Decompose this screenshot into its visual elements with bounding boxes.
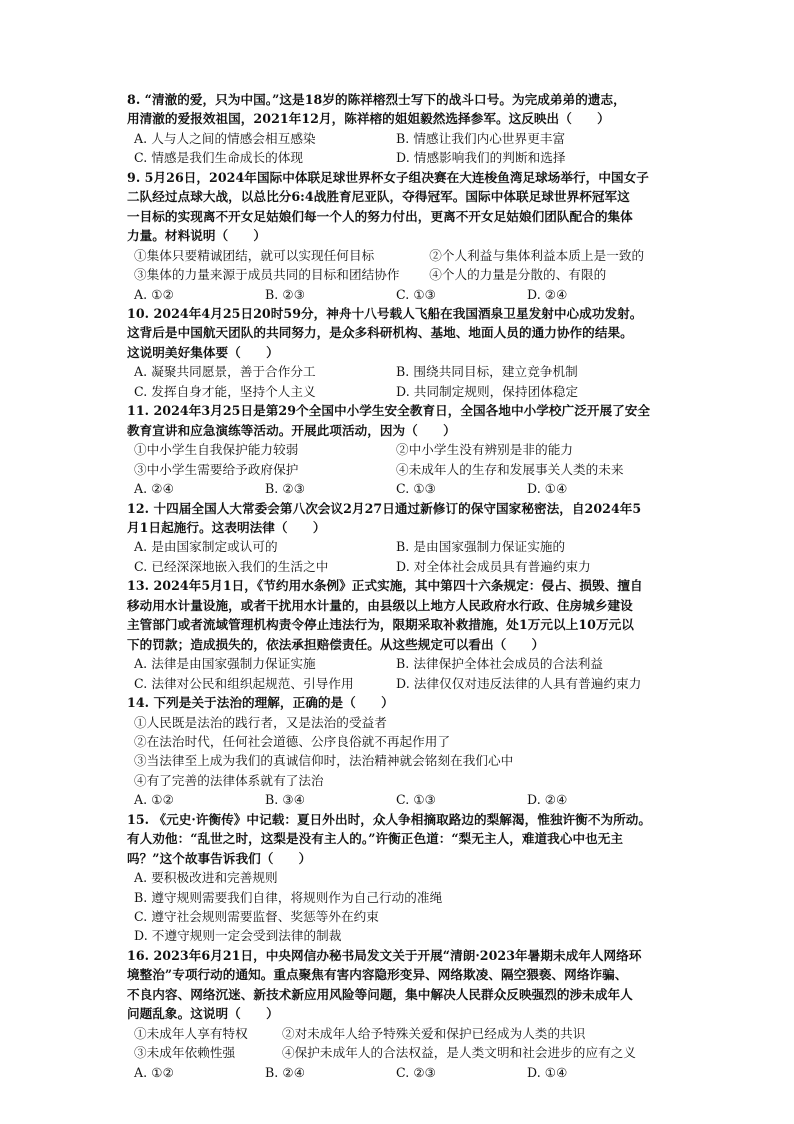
- statement-1: ①未成年人享有特权: [134, 1025, 248, 1041]
- question-stem-line: 不良内容、网络沉迷、新技术新应用风险等问题，集中解决人民群众反映强烈的涉未成年人: [127, 986, 633, 1002]
- option-a[interactable]: A. ①②: [134, 286, 174, 302]
- question-15: [127, 810, 687, 946]
- statement-1: ①人民既是法治的践行者，又是法治的受益者: [134, 714, 387, 730]
- question-stem-line: 这背后是中国航天团队的共同努力，是众多科研机构、基地、地面人员的通力协作的结果。: [127, 325, 633, 341]
- option-d[interactable]: D. ①④: [527, 481, 568, 497]
- question-stem-line: 16. 2023年6月21日，中央网信办秘书局发文关于开展“清朗·2023年暑期未成年人网络环: [127, 947, 642, 963]
- question-stem-line: 吗？”这个故事告诉我们（ ）: [127, 850, 312, 866]
- question-stem-line: 这说明美好集体要（ ）: [127, 344, 279, 360]
- statement-2: ②中小学生没有辨别是非的能力: [396, 442, 574, 458]
- question-stem-line: 11. 2024年3月25日是第29个全国中小学生安全教育日，全国各地中小学校广泛开展了安全: [127, 403, 651, 419]
- statement-3: ③当法律至上成为我们的真诚信仰时，法治精神就会铭刻在我们心中: [134, 753, 514, 769]
- option-b[interactable]: B. ②③: [265, 481, 306, 497]
- statement-row: [127, 460, 687, 479]
- option-a[interactable]: A. ①②: [134, 792, 174, 808]
- question-stem-line: 12. 十四届全国人大常委会第八次会议2月27日通过新修订的保守国家秘密法，自2024年5: [127, 500, 642, 516]
- choice-row: [127, 1063, 687, 1082]
- option-b[interactable]: B. 法律保护全体社会成员的合法利益: [396, 656, 604, 672]
- statement-4: ④个人的力量是分散的、有限的: [429, 267, 607, 283]
- option-row: [127, 537, 687, 556]
- question-stem-line: 10. 2024年4月25日20时59分，神舟十八号载人飞船在我国酒泉卫星发射中心成功发射。: [127, 305, 643, 321]
- question-stem-line: 力量。材料说明（ ）: [127, 228, 267, 244]
- question-stem-line: 一目标的实现离不开女足姑娘们每一个人的努力付出，更离不开女足姑娘们团队配合的集体: [127, 208, 633, 224]
- statement-2: ②对未成年人给予特殊关爱和保护已经成为人类的共识: [282, 1025, 586, 1041]
- choice-row: [127, 285, 687, 304]
- option-d[interactable]: D. 法律仅仅对违反法律的人具有普遍约束力: [396, 675, 642, 691]
- option-d[interactable]: D. 对全体社会成员具有普遍约束力: [396, 558, 591, 574]
- question-13: [127, 576, 687, 693]
- option-a[interactable]: A. 凝聚共同愿景，善于合作分工: [134, 364, 316, 380]
- option-row: [127, 362, 687, 381]
- option-row: [127, 674, 687, 693]
- statement-row: [127, 1024, 687, 1043]
- option-c[interactable]: C. ①③: [396, 286, 437, 302]
- option-c[interactable]: C. ①③: [396, 481, 437, 497]
- option-a[interactable]: A. 法律是由国家强制力保证实施: [134, 656, 316, 672]
- option-row: [127, 654, 687, 673]
- question-stem-line: 用清澈的爱报效祖国，2021年12月，陈祥榕的姐姐毅然选择参军。这反映出（ ）: [127, 111, 610, 127]
- statement-1: ①集体只要精诚团结，就可以实现任何目标: [134, 247, 375, 263]
- option-b[interactable]: B. 围绕共同目标，建立竞争机制: [396, 364, 578, 380]
- option-row: [127, 148, 687, 167]
- question-10: [127, 304, 687, 401]
- question-stem-line: 主管部门或者流域管理机构责令停止违法行为，限期采取补救措施，处1万元以上10万元以: [127, 617, 634, 633]
- question-9: [127, 168, 687, 304]
- option-d[interactable]: D. ①④: [527, 1064, 568, 1080]
- statement-row: [127, 246, 687, 265]
- question-stem-line: 移动用水计量设施，或者干扰用水计量的，由县级以上地方人民政府水行政、住房城乡建设: [127, 597, 633, 613]
- question-stem-line: 问题乱象。这说明（ ）: [127, 1006, 279, 1022]
- option-a[interactable]: A. ①②: [134, 1064, 174, 1080]
- statement-2: ②在法治时代，任何社会道德、公序良俗就不再起作用了: [134, 733, 451, 749]
- option-c[interactable]: C. 遵守社会规则需要监督、奖惩等外在约束: [134, 909, 379, 925]
- question-stem-line: 14. 下列是关于法治的理解，正确的是（ ）: [127, 695, 394, 711]
- option-b[interactable]: B. 情感让我们内心世界更丰富: [396, 130, 566, 146]
- option-row: [127, 557, 687, 576]
- question-stem-line: 二队经过点球大战，以总比分6:4战胜育尼亚队，夺得冠军。国际中体联足球世界杯冠军这: [127, 189, 630, 205]
- choice-row: [127, 790, 687, 809]
- option-b[interactable]: B. 遵守规则需要我们自律，将规则作为自己行动的准绳: [134, 889, 443, 905]
- question-stem-line: 教育宣讲和应急演练等活动。开展此项活动，因为（ ）: [127, 422, 456, 438]
- option-c[interactable]: C. 情感是我们生命成长的体现: [134, 150, 304, 166]
- option-d[interactable]: D. ②④: [527, 286, 568, 302]
- statement-3: ③集体的力量来源于成员共同的目标和团结协作: [134, 267, 400, 283]
- question-16: [127, 946, 687, 1082]
- statement-row: [127, 440, 687, 459]
- option-c[interactable]: C. ①③: [396, 792, 437, 808]
- question-8: [127, 90, 687, 168]
- question-stem-line: 月1日起施行。这表明法律（ ）: [127, 519, 326, 535]
- question-stem-line: 13. 2024年5月1日，《节约用水条例》正式实施，其中第四十六条规定：侵占、损毁、擅自: [127, 578, 643, 594]
- option-a[interactable]: A. 要积极改进和完善规则: [134, 870, 278, 886]
- statement-3: ③中小学生需要给予政府保护: [134, 461, 299, 477]
- question-stem-line: 有人劝他：“乱世之时，这梨是没有主人的。”许衡正色道：“梨无主人，难道我心中也无主: [127, 831, 624, 847]
- option-d[interactable]: D. 情感影响我们的判断和选择: [396, 150, 566, 166]
- option-b[interactable]: B. ③④: [265, 792, 306, 808]
- question-stem-line: 境整治”专项行动的通知。重点聚焦有害内容隐形变异、网络欺凌、隔空猥亵、网络诈骗、: [127, 967, 628, 983]
- statement-4: ④未成年人的生存和发展事关人类的未来: [396, 461, 624, 477]
- question-stem-line: 下的罚款；造成损失的，依法承担赔偿责任。从这些规定可以看出（ ）: [127, 636, 545, 652]
- option-c[interactable]: C. 发挥自身才能，坚持个人主义: [134, 383, 316, 399]
- option-a[interactable]: A. 人与人之间的情感会相互感染: [134, 130, 316, 146]
- statement-2: ②个人利益与集体利益本质上是一致的: [429, 247, 645, 263]
- question-14: [127, 693, 687, 810]
- option-b[interactable]: B. ②③: [265, 286, 306, 302]
- option-d[interactable]: D. 不遵守规则一定会受到法律的制裁: [134, 928, 342, 944]
- question-stem-line: 15. 《元史·许衡传》中记载：夏日外出时，众人争相摘取路边的梨解渴，惟独许衡不为所动。: [127, 811, 652, 827]
- statement-row: [127, 1043, 687, 1062]
- option-b[interactable]: B. ②④: [265, 1064, 306, 1080]
- question-stem-line: 8. “清澈的爱，只为中国。”这是18岁的陈祥榕烈士写下的战斗口号。为完成弟弟的遗志，: [127, 92, 626, 107]
- question-stem-line: 9. 5月26日，2024年国际中体联足球世界杯女子组决赛在大连梭鱼湾足球场举行，中国女子: [127, 169, 649, 185]
- option-c[interactable]: C. ②③: [396, 1064, 437, 1080]
- choice-row: [127, 479, 687, 498]
- statement-1: ①中小学生自我保护能力较弱: [134, 442, 299, 458]
- option-d[interactable]: D. ②④: [527, 792, 568, 808]
- option-c[interactable]: C. 法律对公民和组织起规范、引导作用: [134, 675, 354, 691]
- option-b[interactable]: B. 是由国家强制力保证实施的: [396, 539, 566, 555]
- statement-3: ③未成年依赖性强: [134, 1045, 236, 1061]
- statement-4: ④有了完善的法律体系就有了法治: [134, 772, 324, 788]
- statement-row: [127, 265, 687, 284]
- option-c[interactable]: C. 已经深深地嵌入我们的生活之中: [134, 558, 329, 574]
- option-row: [127, 382, 687, 401]
- statement-4: ④保护未成年人的合法权益，是人类文明和社会进步的应有之义: [282, 1045, 637, 1061]
- option-d[interactable]: D. 共同制定规则，保持团体稳定: [396, 383, 579, 399]
- option-a[interactable]: A. ②④: [134, 481, 174, 497]
- option-row: [127, 129, 687, 148]
- question-12: [127, 499, 687, 577]
- option-a[interactable]: A. 是由国家制定或认可的: [134, 539, 278, 555]
- question-11: [127, 401, 687, 498]
- exam-sheet: [127, 90, 687, 1082]
